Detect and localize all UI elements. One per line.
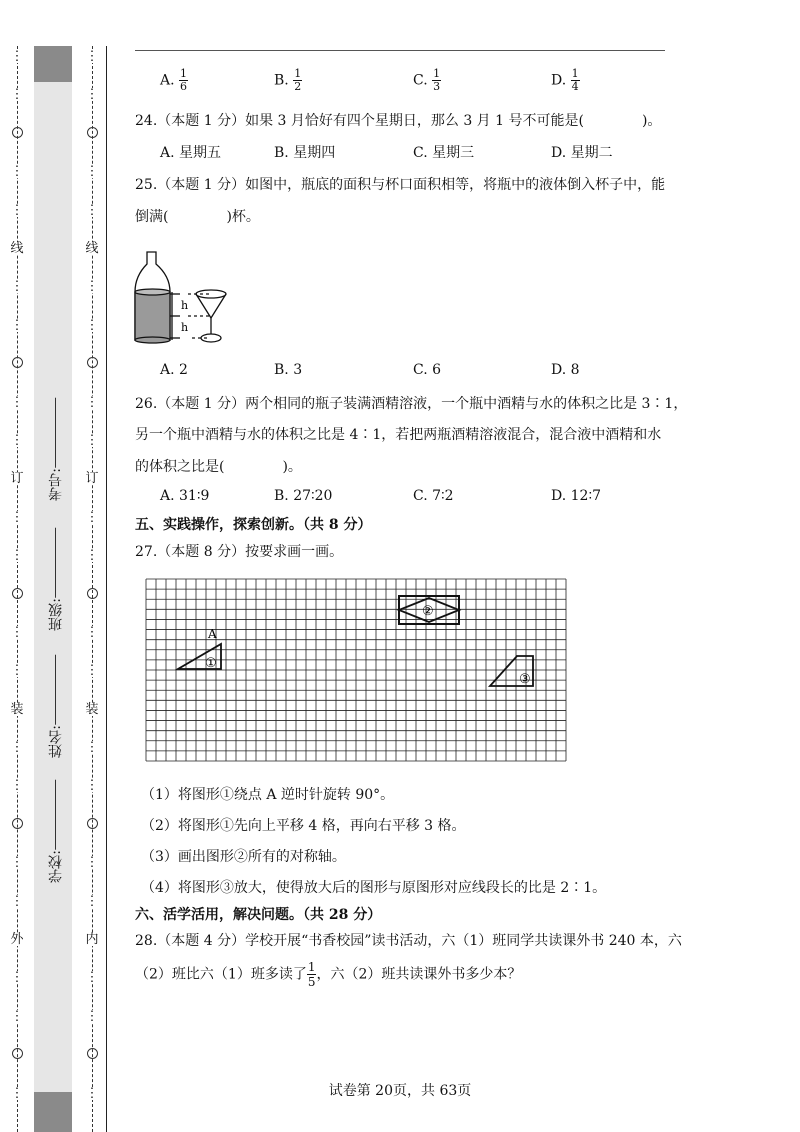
q24-text: 24.（本题 1 分）如果 3 月恰好有四个星期日，那么 3 月 1 号不可能是( )。 bbox=[135, 113, 662, 129]
point-A-label: A bbox=[208, 627, 217, 641]
q24-option-b[interactable]: B. 星期四 bbox=[274, 145, 336, 161]
margin-dots: ⋮ bbox=[85, 624, 99, 640]
margin-circle-icon bbox=[12, 588, 23, 599]
margin-dots: ⋮ bbox=[85, 855, 99, 871]
label-h-1: h bbox=[181, 299, 189, 312]
margin-dots: ⋮ bbox=[85, 49, 99, 64]
margin-char: 订 bbox=[85, 471, 99, 487]
q23-option-a[interactable]: A. $\frac{1}{6}$ bbox=[160, 67, 188, 93]
margin-circle-icon bbox=[87, 588, 98, 599]
shape-3-label: ③ bbox=[519, 672, 531, 687]
margin-dots: ⋮ bbox=[85, 432, 99, 448]
margin-circle-icon bbox=[87, 127, 98, 138]
exam-no-field[interactable] bbox=[46, 398, 66, 501]
class-label: 班级: bbox=[48, 598, 64, 631]
q26-line2: 另一个瓶中酒精与水的体积之比是 4∶1，若把两瓶酒精溶液混合，混合液中酒精和水 bbox=[135, 427, 662, 443]
bottle-base bbox=[135, 337, 170, 343]
q24-option-a[interactable]: A. 星期五 bbox=[160, 145, 222, 161]
name-label: 姓名: bbox=[48, 725, 64, 758]
fraction: $\frac{1}{2}$ bbox=[294, 67, 302, 93]
margin-dots: ⋮ bbox=[10, 49, 24, 64]
margin-dots: ⋮ bbox=[10, 394, 24, 410]
margin-dots: ⋮ bbox=[10, 970, 24, 986]
margin-dots: ⋮ bbox=[10, 624, 24, 640]
q26-line3: 的体积之比是( )。 bbox=[135, 459, 302, 475]
margin-dots: ⋮ bbox=[10, 164, 24, 180]
margin-dots: ⋮ bbox=[85, 202, 99, 218]
q26-option-c[interactable]: C. 7∶2 bbox=[413, 488, 454, 504]
shape-1-label: ① bbox=[205, 656, 217, 671]
margin-dots: ⋮ bbox=[85, 279, 99, 295]
margin-char: 外 bbox=[10, 932, 24, 948]
margin-char: 装 bbox=[10, 701, 24, 717]
bottle-cup-figure bbox=[132, 246, 242, 346]
margin-dots: ⋮ bbox=[10, 1008, 24, 1024]
q28-line1: 28.（本题 4 分）学校开展“书香校园”读书活动，六（1）班同学共读课外书 240 本，六 bbox=[135, 933, 682, 949]
margin-char: 线 bbox=[85, 240, 99, 256]
margin-dots: ⋮ bbox=[10, 548, 24, 564]
q23-option-d[interactable]: D. $\frac{1}{4}$ bbox=[551, 67, 579, 93]
shape-2-label: ② bbox=[422, 604, 434, 619]
margin-dots: ⋮ bbox=[10, 893, 24, 909]
margin-dots: ⋮ bbox=[85, 740, 99, 756]
fraction: $\frac{1}{3}$ bbox=[433, 67, 441, 93]
margin-dots: ⋮ bbox=[10, 855, 24, 871]
margin-dots: ⋮ bbox=[10, 432, 24, 448]
margin-dots: ⋮ bbox=[85, 509, 99, 525]
section-6-heading: 六、活学活用，解决问题。（共 28 分） bbox=[135, 907, 382, 923]
name-field[interactable] bbox=[46, 655, 66, 758]
q25-line1: 25.（本题 1 分）如图中，瓶底的面积与杯口面积相等，将瓶中的液体倒入杯子中，能 bbox=[135, 177, 666, 193]
q26-line1: 26.（本题 1 分）两个相同的瓶子装满酒精溶液，一个瓶中酒精与水的体积之比是 3∶1， bbox=[135, 396, 688, 412]
q25-option-b[interactable]: B. 3 bbox=[274, 362, 303, 378]
margin-dots: ⋮ bbox=[10, 1085, 24, 1101]
margin-char: 订 bbox=[10, 471, 24, 487]
margin-dots: ⋮ bbox=[10, 279, 24, 295]
school-field[interactable] bbox=[46, 780, 66, 883]
margin-circle-icon bbox=[87, 818, 98, 829]
label-h-2: h bbox=[181, 321, 189, 334]
margin-dots: ⋮ bbox=[85, 317, 99, 333]
top-rule bbox=[135, 50, 665, 51]
q26-option-b[interactable]: B. 27∶20 bbox=[274, 488, 333, 504]
q25-line2: 倒满( )杯。 bbox=[135, 209, 260, 225]
margin-dots: ⋮ bbox=[85, 893, 99, 909]
margin-dots: ⋮ bbox=[85, 778, 99, 794]
margin-border bbox=[106, 46, 107, 1132]
margin-dots: ⋮ bbox=[85, 663, 99, 679]
q27-item-2: （2）将图形①先向上平移 4 格，再向右平移 3 格。 bbox=[141, 818, 466, 834]
margin-char: 线 bbox=[10, 240, 24, 256]
margin-circle-icon bbox=[12, 127, 23, 138]
q27-title: 27.（本题 8 分）按要求画一画。 bbox=[135, 544, 344, 560]
bottle-liquid bbox=[135, 292, 170, 340]
q23-option-b[interactable]: B. $\frac{1}{2}$ bbox=[274, 67, 302, 93]
fraction: $\frac{1}{6}$ bbox=[180, 67, 188, 93]
q24-option-d[interactable]: D. 星期二 bbox=[551, 145, 613, 161]
margin-dots: ⋮ bbox=[10, 778, 24, 794]
margin-dots: ⋮ bbox=[85, 1008, 99, 1024]
margin-circle-icon bbox=[87, 357, 98, 368]
class-field[interactable] bbox=[46, 528, 66, 631]
margin-circle-icon bbox=[12, 818, 23, 829]
margin-dots: ⋮ bbox=[10, 663, 24, 679]
margin-dots: ⋮ bbox=[85, 394, 99, 410]
margin-circle-icon bbox=[12, 1048, 23, 1059]
margin-char: 装 bbox=[85, 701, 99, 717]
fraction: $\frac{1}{5}$ bbox=[307, 960, 316, 989]
margin-dots: ⋮ bbox=[85, 1085, 99, 1101]
page-footer: 试卷第 20页，共 63页 bbox=[328, 1083, 472, 1099]
q28-line2: （2）班比六（1）班多读了 $\frac{1}{5}$ ，六（2）班共读课外书多少本？ bbox=[135, 960, 522, 989]
q24-option-c[interactable]: C. 星期三 bbox=[413, 145, 475, 161]
margin-dots: ⋮ bbox=[85, 548, 99, 564]
margin-dots: ⋮ bbox=[10, 317, 24, 333]
q26-option-d[interactable]: D. 12∶7 bbox=[551, 488, 601, 504]
drawing-grid[interactable] bbox=[145, 578, 567, 762]
school-label: 学校: bbox=[48, 850, 64, 883]
q27-item-3: （3）画出图形②所有的对称轴。 bbox=[141, 849, 346, 865]
q23-option-c[interactable]: C. $\frac{1}{3}$ bbox=[413, 67, 441, 93]
margin-char: 内 bbox=[85, 932, 99, 948]
q27-item-4: （4）将图形③放大，使得放大后的图形与原图形对应线段长的比是 2∶1。 bbox=[141, 880, 607, 896]
q27-item-1: （1）将图形①绕点 A 逆时针旋转 90°。 bbox=[141, 787, 395, 803]
margin-circle-icon bbox=[87, 1048, 98, 1059]
q25-option-a[interactable]: A. 2 bbox=[160, 362, 188, 378]
margin-dots: ⋮ bbox=[85, 87, 99, 103]
band-top-block bbox=[34, 46, 72, 82]
q25-option-d[interactable]: D. 8 bbox=[551, 362, 580, 378]
margin-dots: ⋮ bbox=[10, 740, 24, 756]
margin-circle-icon bbox=[12, 357, 23, 368]
q26-option-a[interactable]: A. 31∶9 bbox=[160, 488, 210, 504]
margin-dots: ⋮ bbox=[10, 509, 24, 525]
margin-dots: ⋮ bbox=[10, 202, 24, 218]
margin-dots: ⋮ bbox=[85, 970, 99, 986]
liquid-surface bbox=[135, 289, 170, 295]
margin-dots: ⋮ bbox=[85, 164, 99, 180]
section-5-heading: 五、实践操作，探索创新。（共 8 分） bbox=[135, 517, 372, 533]
exam-no-label: 考号: bbox=[48, 468, 64, 501]
margin-dots: ⋮ bbox=[10, 87, 24, 103]
fraction: $\frac{1}{4}$ bbox=[571, 67, 579, 93]
q25-option-c[interactable]: C. 6 bbox=[413, 362, 442, 378]
